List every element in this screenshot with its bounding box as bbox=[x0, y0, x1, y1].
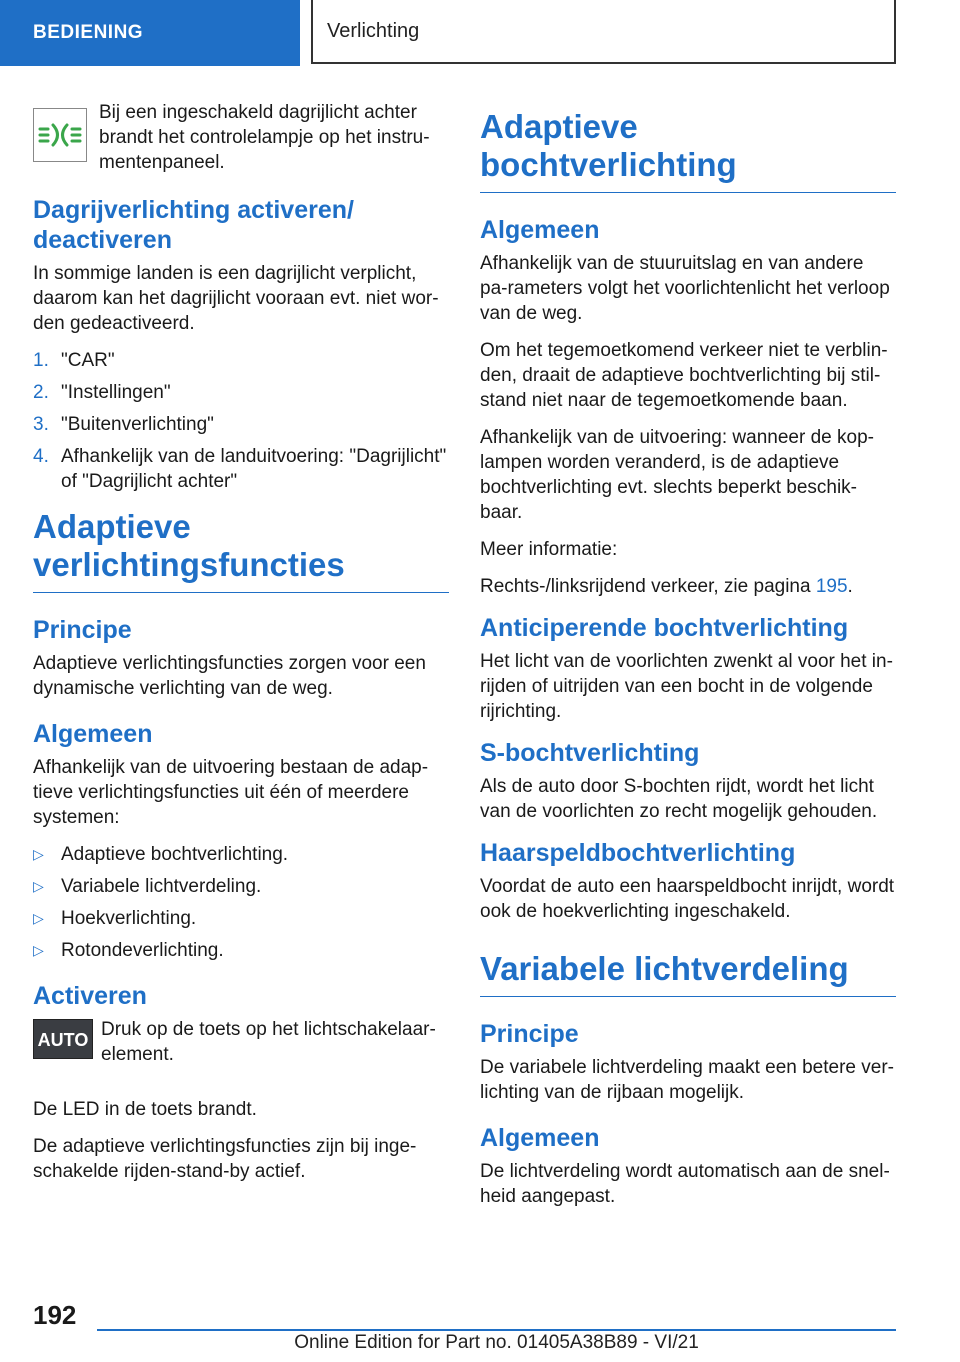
vl-principe-text: De variabele lichtverdeling maakt een betere ver-lichting van de rijbaan mogelijk. bbox=[480, 1057, 894, 1103]
s-bocht-heading: S-bochtverlichting bbox=[480, 739, 700, 767]
step-number: 4. bbox=[33, 446, 49, 467]
vl-principe-heading: Principe bbox=[480, 1020, 579, 1048]
list-item-text: Hoekverlichting. bbox=[61, 908, 197, 929]
haarspeld-text: Voordat de auto een haarspeldbocht inrijdt, wordt ook de hoekverlichting ingeschakeld. bbox=[480, 876, 895, 922]
step-number: 2. bbox=[33, 382, 49, 403]
daytime-running-light-icon bbox=[33, 108, 87, 162]
avf-title: Adaptieve verlichtingsfuncties bbox=[33, 508, 449, 593]
dagrij-steps bbox=[33, 348, 449, 494]
activeren-text: Druk op de toets op het lichtschakelaar-element. bbox=[101, 1019, 436, 1065]
triangle-bullet-icon: ▷ bbox=[33, 942, 44, 958]
step-text: "Buitenverlichting" bbox=[61, 414, 214, 435]
vl-algemeen-heading: Algemeen bbox=[480, 1124, 600, 1152]
abv-p2: Om het tegemoetkomend verkeer niet te verblin-den, draait de adaptieve bochtverlichting bij stil-stand niet naar de tegemoetkomende baan. bbox=[480, 340, 888, 411]
step-item bbox=[33, 412, 449, 437]
step-item bbox=[33, 380, 449, 405]
triangle-bullet-icon: ▷ bbox=[33, 910, 44, 926]
edition-text: Online Edition for Part no. 01405A38B89 - VI/21 bbox=[294, 1332, 699, 1353]
antic-heading: Anticiperende bochtverlichting bbox=[480, 614, 849, 642]
left-column bbox=[33, 100, 449, 1196]
page-header bbox=[0, 0, 960, 66]
abv-p3: Afhankelijk van de uitvoering: wanneer de kop-lampen worden veranderd, is de adaptieve bochtverlichting evt. slechts beperkt beschik-baar. bbox=[480, 427, 874, 523]
list-item-text: Variabele lichtverdeling. bbox=[61, 876, 262, 897]
list-item-text: Adaptieve bochtverlichting. bbox=[61, 844, 289, 865]
daytime-indicator-text: Bij een ingeschakeld dagrijlicht achter brandt het controlelampje op het instru-mentenpaneel. bbox=[99, 102, 430, 173]
activeren-note bbox=[33, 1017, 449, 1077]
daytime-indicator-note bbox=[33, 100, 449, 175]
abv-title: Adaptieve bochtverlichting bbox=[480, 108, 896, 193]
step-number: 3. bbox=[33, 414, 49, 435]
step-item bbox=[33, 348, 449, 373]
antic-text: Het licht van de voorlichten zwenkt al voor het in-rijden of uitrijden van een bocht in de volgende rijrichting. bbox=[480, 651, 893, 722]
triangle-bullet-icon: ▷ bbox=[33, 878, 44, 894]
dagrij-text: In sommige landen is een dagrijlicht verplicht, daarom kan het dagrijlicht vooraan evt. niet wor-den gedeactiveerd. bbox=[33, 263, 439, 334]
standby-text: De adaptieve verlichtingsfuncties zijn bij inge-schakelde rijden-stand-by actief. bbox=[33, 1136, 417, 1182]
avf-systems-list bbox=[33, 842, 449, 963]
vl-algemeen-text: De lichtverdeling wordt automatisch aan de snel-heid aangepast. bbox=[480, 1161, 890, 1207]
list-item bbox=[33, 874, 449, 899]
list-item bbox=[33, 842, 449, 867]
step-number: 1. bbox=[33, 350, 49, 371]
avf-algemeen-heading: Algemeen bbox=[33, 720, 153, 748]
dagrij-heading: Dagrijverlichting activeren/ deactiveren bbox=[33, 196, 354, 254]
list-item bbox=[33, 906, 449, 931]
auto-button-icon: AUTO bbox=[33, 1019, 93, 1059]
right-column bbox=[480, 100, 896, 1221]
abv-reference bbox=[480, 574, 896, 599]
s-bocht-text: Als de auto door S-bochten rijdt, wordt het licht van de voorlichten zo recht mogelijk gehouden. bbox=[480, 776, 878, 822]
avf-principe-heading: Principe bbox=[33, 616, 132, 644]
triangle-bullet-icon: ▷ bbox=[33, 846, 44, 862]
step-text: Afhankelijk van de landuitvoering: "Dagrijlicht" of "Dagrijlicht achter" bbox=[61, 446, 447, 492]
avf-principe-text: Adaptieve verlichtingsfuncties zorgen voor een dynamische verlichting van de weg. bbox=[33, 653, 426, 699]
section-tab[interactable]: BEDIENING bbox=[0, 0, 300, 66]
vl-title: Variabele lichtverdeling bbox=[480, 950, 896, 997]
list-item-text: Rotondeverlichting. bbox=[61, 940, 224, 961]
step-text: "CAR" bbox=[61, 350, 115, 371]
led-text: De LED in de toets brandt. bbox=[33, 1099, 257, 1120]
page-link[interactable]: 195 bbox=[815, 576, 848, 597]
haarspeld-heading: Haarspeldbochtverlichting bbox=[480, 839, 796, 867]
ref-text: Rechts-/linksrijdend verkeer, zie pagina bbox=[480, 576, 816, 597]
list-item bbox=[33, 938, 449, 963]
chapter-title: Verlichting bbox=[311, 0, 896, 64]
page-number: 192 bbox=[33, 1300, 77, 1330]
ref-end: . bbox=[847, 576, 853, 597]
step-item bbox=[33, 444, 449, 494]
abv-algemeen-heading: Algemeen bbox=[480, 216, 600, 244]
avf-algemeen-text: Afhankelijk van de uitvoering bestaan de adap-tieve verlichtingsfuncties uit één of meerdere systemen: bbox=[33, 757, 429, 828]
activeren-heading: Activeren bbox=[33, 982, 147, 1010]
step-text: "Instellingen" bbox=[61, 382, 171, 403]
abv-meer: Meer informatie: bbox=[480, 539, 618, 560]
footer-divider bbox=[97, 1329, 896, 1331]
abv-p1: Afhankelijk van de stuuruitslag en van andere pa-rameters volgt het voorlichtenlicht het verloop van de weg. bbox=[480, 253, 890, 324]
